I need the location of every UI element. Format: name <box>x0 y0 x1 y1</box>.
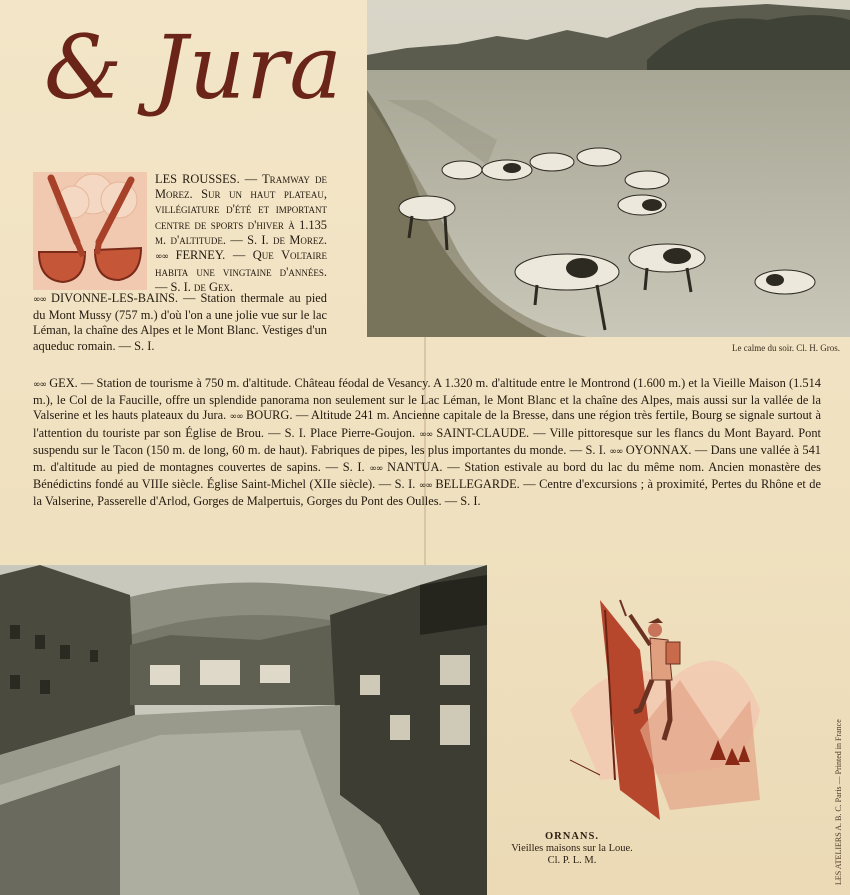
gex-paragraph: GEX. — Station de tourisme à 750 m. d'altitude. Château féodal de Vesancy. A 1.320 m. d'altitude entre le Montrond (1.600 m.) et la Vieille Maison (1.514 m.), le Col de la Faucille, offre un splendide panorama non seulement sur le Lac Léman, le Mont Blanc et la chaîne des Alpes, mais aussi sur la vallée de la Valserine et les hauts plateaux du Jura. <box>33 376 821 423</box>
ornans-description: Vieilles maisons sur la Loue. <box>511 843 633 854</box>
printer-imprint: LES ATELIERS A. B. C. Paris — Printed in France <box>834 719 843 885</box>
divonne-paragraph: DIVONNE-LES-BAINS. — Station thermale au pied du Mont Mussy (757 m.) d'où l'on a une jolie vue sur le lac Léman, la chaîne des Alpes et le Mont Blanc. Vestiges d'un aqueduc romain. — S. I. <box>33 291 327 353</box>
ornament: ∞∞ <box>609 446 623 457</box>
ornament: ∞∞ <box>33 380 46 390</box>
ornans-river-photo <box>0 565 487 895</box>
climber-illustration <box>560 590 770 830</box>
text-main <box>33 376 821 510</box>
ornament: ∞∞ <box>155 252 168 263</box>
page-title: & Jura <box>44 16 343 119</box>
ornament: ∞∞ <box>419 429 433 440</box>
ornans-credit: Cl. P. L. M. <box>547 855 597 866</box>
rousses-paragraph: LES ROUSSES. — Tramway de Morez. Sur un haut plateau, villégiature d'été et important centre de sports d'hiver à 1.135 m. d'altitude. — S. I. de Morez. <box>155 172 327 247</box>
text-divonne <box>33 291 327 354</box>
bourg-paragraph: BOURG. — Altitude 241 m. Ancienne capitale de la Bresse, dans une région très fertile, Bourg se signale surtout à l'attention du touriste par son Église de Brou. — S. I. Place Pierre-Goujon. <box>33 408 821 440</box>
ornament: ∞∞ <box>369 464 383 475</box>
bellegarde-paragraph: BELLEGARDE. — Centre d'excursions ; à proximité, Pertes du Rhône et de la Valserine, Passerelle d'Arlod, Gorges de Malpertuis, Gorges du Pont des Oulles. — S. I. <box>33 477 821 509</box>
ornament: ∞∞ <box>418 481 432 492</box>
text-rousses <box>155 172 327 296</box>
oyonnax-paragraph: OYONNAX. — Dans une vallée à 541 m. d'altitude au pied de montagnes couvertes de sapins. — S. I. <box>33 442 821 475</box>
lake-cows-photo <box>367 0 850 337</box>
ornans-place: ORNANS. <box>545 831 599 842</box>
lake-caption: Le calme du soir. Cl. H. Gros. <box>732 343 840 353</box>
ornament: ∞∞ <box>33 295 46 305</box>
ornans-caption <box>497 831 647 867</box>
saint-claude-paragraph: SAINT-CLAUDE. — Ville pittoresque sur les flancs du Mont Bayard. Pont suspendu sur le Tacon (150 m. de long, 60 m. de haut). Fabriques de pipes, les plus importantes du monde. — S. I. <box>33 425 821 457</box>
pipes-illustration <box>33 172 147 290</box>
ferney-paragraph: FERNEY. — Que Voltaire habita une vingtaine d'années. — S. I. de Gex. <box>155 248 327 295</box>
nantua-paragraph: NANTUA. — Station estivale au bord du lac du même nom. Ancien monastère des Bénédictins fondé au VIIIe siècle. Église Saint-Michel (XIIe siècle). — S. I. <box>33 460 821 492</box>
ornament: ∞∞ <box>229 412 243 423</box>
